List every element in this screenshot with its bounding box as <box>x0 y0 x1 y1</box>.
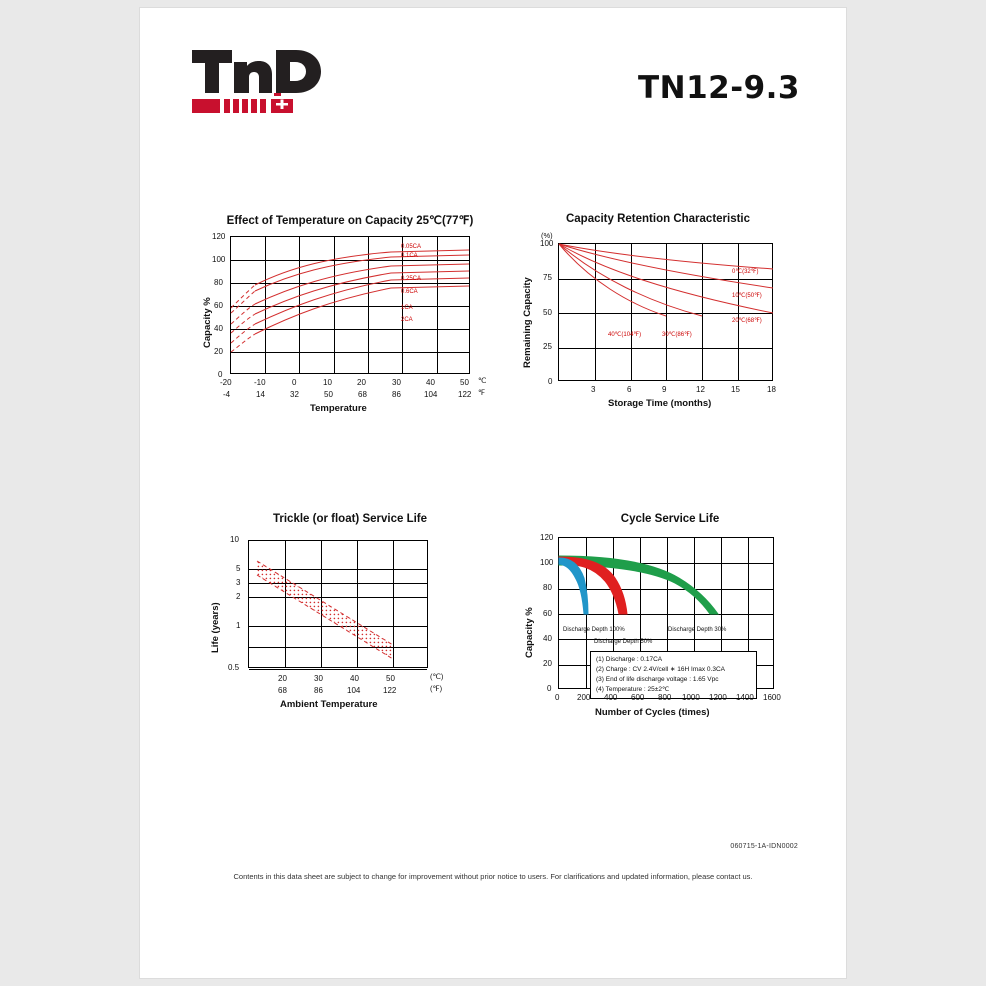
y-tick: 40 <box>214 324 223 333</box>
x-tick-f: 50 <box>324 390 333 399</box>
y-tick: 25 <box>543 342 552 351</box>
x-tick-f: 86 <box>314 686 323 695</box>
note-line: (3) End of life discharge voltage : 1.65 Vpc <box>596 676 719 684</box>
y-tick: 10 <box>230 535 239 544</box>
note-line: (4) Temperature : 25±2℃ <box>596 686 670 694</box>
x-tick: 1400 <box>736 693 754 702</box>
conditions-note-box <box>590 651 757 699</box>
x-tick-c: 10 <box>323 378 332 387</box>
x-tick-c: 40 <box>426 378 435 387</box>
curve-label: Discharge Depth 100% <box>563 627 625 633</box>
chart-temperature-capacity <box>190 213 510 423</box>
chart-cycle-service-life <box>510 513 830 733</box>
y-tick: 0.5 <box>228 663 240 672</box>
disclaimer-text: Contents in this data sheet are subject to change for improvement without prior notice to users. For clarifications and updated information, please contact us. <box>233 872 753 881</box>
x-tick: 0 <box>555 693 560 702</box>
y-tick: 100 <box>540 239 554 248</box>
trickle-life-band <box>249 541 429 669</box>
x-tick-f: 14 <box>256 390 265 399</box>
y-unit: (%) <box>541 231 553 240</box>
y-tick: 0 <box>547 684 552 693</box>
y-axis-label: Capacity % <box>524 607 535 658</box>
x-tick: 9 <box>662 385 667 394</box>
series-label: 0.05CA <box>401 244 422 250</box>
x-tick: 400 <box>604 693 618 702</box>
x-axis-label: Ambient Temperature <box>280 699 378 710</box>
x-axis-label: Number of Cycles (times) <box>595 707 710 718</box>
chart-title: Effect of Temperature on Capacity 25℃(77℉) <box>226 215 474 227</box>
y-axis-label: Life (years) <box>210 602 221 653</box>
x-tick-c: 40 <box>350 674 359 683</box>
x-tick-c: -20 <box>220 378 232 387</box>
x-tick: 12 <box>696 385 705 394</box>
page-margin-right <box>846 0 986 986</box>
chart-title: Capacity Retention Characteristic <box>565 213 751 225</box>
x-tick: 15 <box>731 385 740 394</box>
retention-annotation: 30℃(86℉) <box>662 332 692 338</box>
x-unit-f: ℉ <box>478 388 486 397</box>
y-tick: 2 <box>236 592 241 601</box>
temperature-capacity-curves <box>231 237 471 375</box>
y-axis-label: Remaining Capacity <box>522 277 533 368</box>
y-tick: 80 <box>543 583 552 592</box>
series-label: 2CA <box>401 317 413 323</box>
y-tick: 0 <box>218 370 223 379</box>
x-tick: 1000 <box>682 693 700 702</box>
x-tick-f: 68 <box>278 686 287 695</box>
datasheet-page <box>140 8 846 978</box>
y-tick: 0 <box>548 377 553 386</box>
note-line: (2) Charge : CV 2.4V/cell ∗ 16H Imax 0.3CA <box>596 666 725 674</box>
y-tick: 120 <box>212 232 226 241</box>
x-axis-label: Temperature <box>310 403 367 414</box>
y-tick: 100 <box>540 558 554 567</box>
y-tick: 60 <box>214 301 223 310</box>
x-tick-f: 86 <box>392 390 401 399</box>
x-tick-c: 50 <box>386 674 395 683</box>
series-label: 0.25CA <box>401 276 422 282</box>
plot-area <box>230 236 470 374</box>
x-tick: 3 <box>591 385 596 394</box>
x-tick: 1200 <box>709 693 727 702</box>
retention-annotation: 40℃(104℉) <box>608 332 642 338</box>
series-label: 0.6CA <box>401 289 418 295</box>
chart-capacity-retention <box>510 213 810 423</box>
y-tick: 120 <box>540 533 554 542</box>
y-tick: 20 <box>214 347 223 356</box>
product-model: TN12-9.3 <box>637 70 800 106</box>
x-tick-c: 50 <box>460 378 469 387</box>
x-unit-c: ℃ <box>478 376 487 385</box>
chart-trickle-service-life <box>190 513 510 733</box>
y-tick: 80 <box>214 278 223 287</box>
x-tick: 1600 <box>763 693 781 702</box>
retention-annotation: 0℃(32℉) <box>732 269 759 275</box>
capacity-retention-curves <box>559 244 774 382</box>
x-tick-f: 122 <box>383 686 397 695</box>
x-tick: 800 <box>658 693 672 702</box>
y-tick: 40 <box>543 634 552 643</box>
curve-label: Discharge Depth 30% <box>668 627 727 633</box>
curve-label: Discharge Depth 50% <box>594 639 653 645</box>
note-line: (1) Discharge : 0.17CA <box>596 656 663 663</box>
series-label: 0.1CA <box>401 253 418 259</box>
x-tick-c: 30 <box>392 378 401 387</box>
y-tick: 1 <box>236 621 241 630</box>
x-tick-f: -4 <box>223 390 231 399</box>
y-tick: 5 <box>236 564 241 573</box>
x-tick: 200 <box>577 693 591 702</box>
brand-logo <box>190 46 325 126</box>
chart-title: Trickle (or float) Service Life <box>272 513 428 525</box>
chart-title: Cycle Service Life <box>620 513 720 525</box>
x-tick-f: 104 <box>424 390 438 399</box>
document-id: 060715-1A-IDN0002 <box>730 843 798 850</box>
x-tick-c: 20 <box>357 378 366 387</box>
x-tick-c: 30 <box>314 674 323 683</box>
y-tick: 3 <box>236 578 241 587</box>
x-tick-f: 122 <box>458 390 472 399</box>
x-tick-f: 68 <box>358 390 367 399</box>
x-tick: 6 <box>627 385 632 394</box>
x-tick-f: 104 <box>347 686 361 695</box>
y-tick: 20 <box>543 659 552 668</box>
x-unit-c: (℃) <box>430 672 444 681</box>
page-margin-left <box>0 0 140 986</box>
y-tick: 100 <box>212 255 226 264</box>
x-axis-label: Storage Time (months) <box>608 398 712 409</box>
plot-area <box>558 243 773 381</box>
y-tick: 50 <box>543 308 552 317</box>
y-tick: 75 <box>543 273 552 282</box>
retention-annotation: 10℃(50℉) <box>732 293 762 299</box>
y-axis-label: Capacity % <box>202 297 213 348</box>
x-tick-c: 0 <box>292 378 297 387</box>
plot-area <box>248 540 428 668</box>
x-tick-c: -10 <box>254 378 266 387</box>
x-tick-f: 32 <box>290 390 299 399</box>
series-label: 1CA <box>401 305 413 311</box>
x-tick: 18 <box>767 385 776 394</box>
x-tick-c: 20 <box>278 674 287 683</box>
y-tick: 60 <box>543 609 552 618</box>
x-unit-f: (℉) <box>430 684 443 693</box>
x-tick: 600 <box>631 693 645 702</box>
retention-annotation: 20℃(68℉) <box>732 318 762 324</box>
